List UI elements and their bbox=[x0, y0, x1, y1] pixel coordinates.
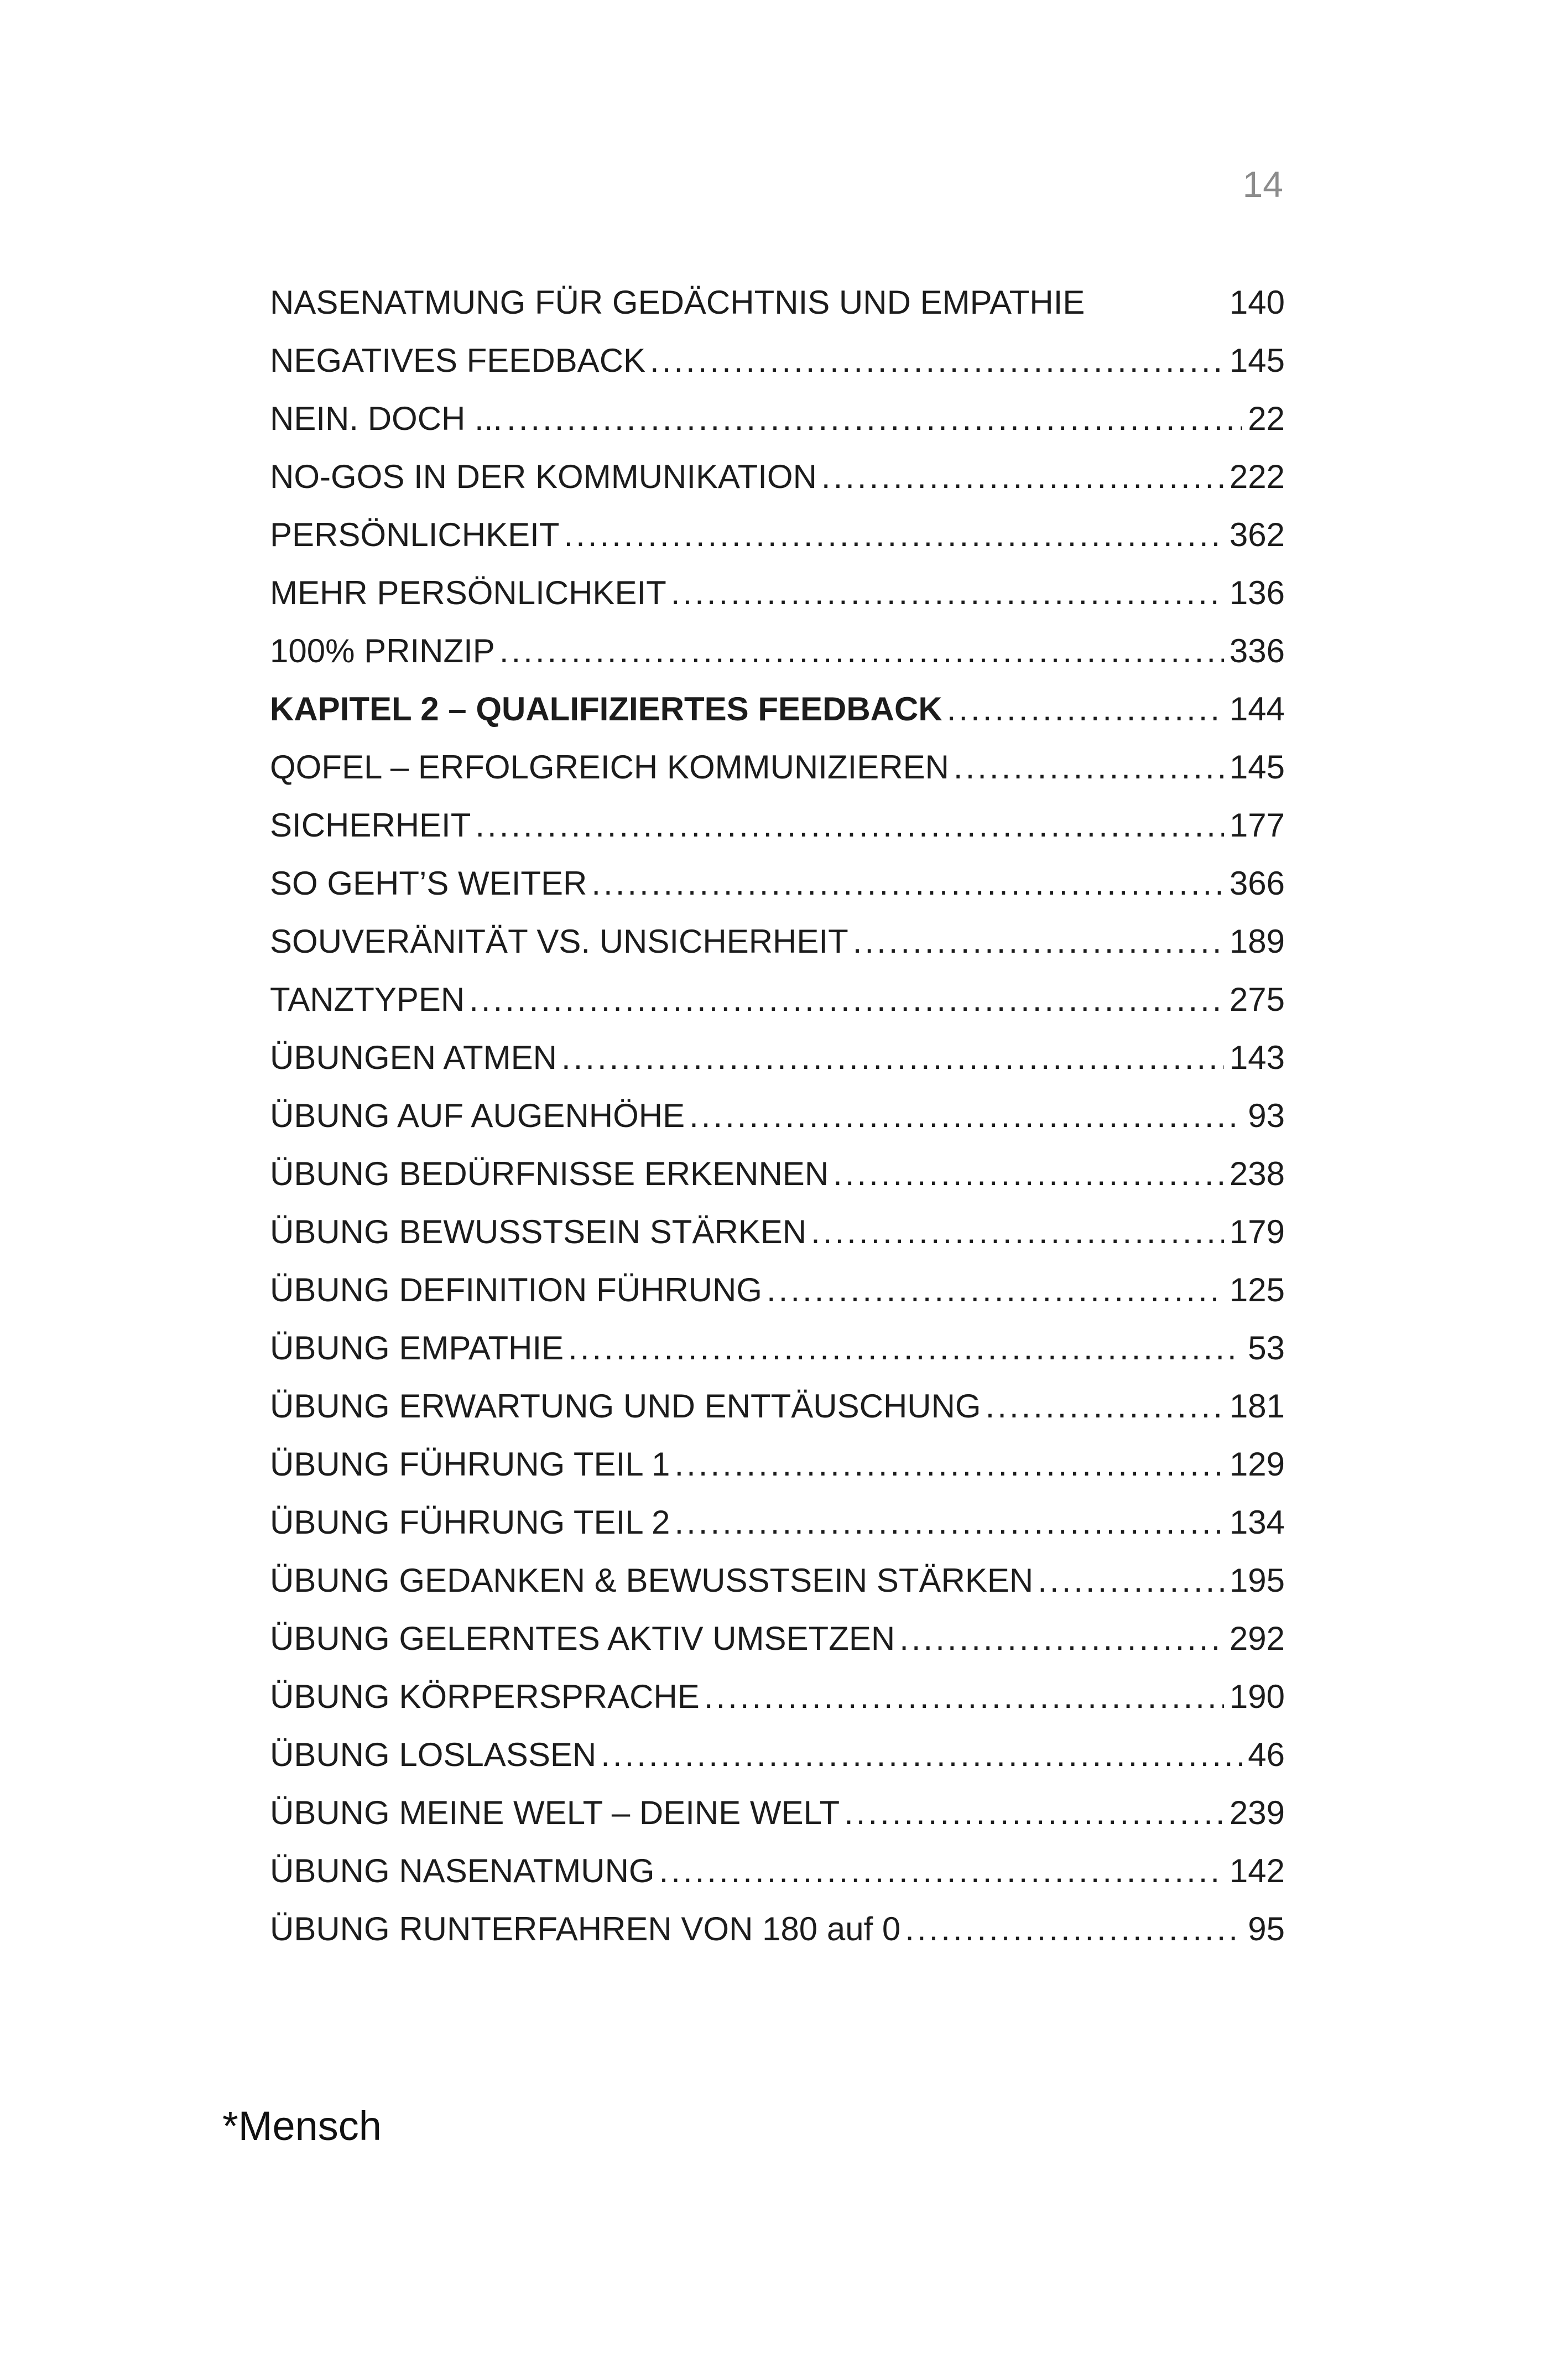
dot-leader bbox=[591, 864, 1224, 902]
toc-entry bbox=[270, 690, 1285, 748]
toc-entry bbox=[270, 1910, 1285, 1968]
toc-entry bbox=[270, 1329, 1285, 1387]
toc-entry-page: 292 bbox=[1229, 1620, 1285, 1657]
toc-entry bbox=[270, 980, 1285, 1038]
toc-entry-title: ÜBUNG MEINE WELT – DEINE WELT bbox=[270, 1794, 840, 1831]
toc-entry bbox=[270, 1038, 1285, 1097]
toc-entry bbox=[270, 516, 1285, 574]
toc-entry-title: SICHERHEIT bbox=[270, 807, 471, 844]
toc-entry bbox=[270, 632, 1285, 690]
toc-entry-title: ÜBUNG EMPATHIE bbox=[270, 1329, 564, 1367]
dot-leader bbox=[671, 574, 1224, 612]
toc-entry-title: SO GEHT’S WEITER bbox=[270, 865, 587, 902]
toc-entry-title: MEHR PERSÖNLICHKEIT bbox=[270, 574, 666, 611]
toc-entry-title: ÜBUNG DEFINITION FÜHRUNG bbox=[270, 1271, 762, 1308]
toc-entry-page: 134 bbox=[1229, 1504, 1285, 1541]
dot-leader bbox=[704, 1677, 1224, 1716]
toc-entry bbox=[270, 922, 1285, 980]
dot-leader bbox=[986, 1387, 1224, 1425]
dot-leader bbox=[954, 748, 1224, 786]
toc-entry-page: 144 bbox=[1229, 690, 1285, 728]
toc-entry bbox=[270, 1736, 1285, 1794]
toc-entry-page: 189 bbox=[1229, 923, 1285, 960]
dot-leader bbox=[469, 980, 1224, 1019]
toc-entry bbox=[270, 1794, 1285, 1852]
toc-entry-page: 145 bbox=[1229, 342, 1285, 379]
dot-leader bbox=[561, 1038, 1224, 1077]
toc-entry-page: 366 bbox=[1229, 865, 1285, 902]
dot-leader bbox=[844, 1794, 1224, 1832]
toc-entry bbox=[270, 1387, 1285, 1445]
toc-entry-title: KAPITEL 2 – QUALIFIZIERTES FEEDBACK bbox=[270, 690, 942, 728]
dot-leader bbox=[833, 1155, 1224, 1193]
dot-leader bbox=[899, 1619, 1224, 1658]
toc-entry-page: 275 bbox=[1229, 981, 1285, 1018]
toc-entry-page: 136 bbox=[1229, 574, 1285, 611]
toc-entry-title: QOFEL – ERFOLGREICH KOMMUNIZIEREN bbox=[270, 749, 949, 786]
toc-entry bbox=[270, 574, 1285, 632]
toc-entry bbox=[270, 1561, 1285, 1619]
toc-entry-page: 53 bbox=[1248, 1329, 1285, 1367]
toc-entry bbox=[270, 1445, 1285, 1503]
toc-entry-page: 143 bbox=[1229, 1039, 1285, 1076]
dot-leader bbox=[568, 1329, 1242, 1367]
dot-leader bbox=[905, 1910, 1242, 1948]
toc-entry bbox=[270, 341, 1285, 399]
toc-entry bbox=[270, 399, 1285, 458]
toc-entry-title: ÜBUNG NASENATMUNG bbox=[270, 1852, 655, 1889]
toc-entry bbox=[270, 806, 1285, 864]
toc-entry-title: ÜBUNG LOSLASSEN bbox=[270, 1736, 597, 1773]
dot-leader bbox=[767, 1271, 1224, 1309]
dot-leader bbox=[853, 922, 1224, 960]
toc-entry bbox=[270, 1155, 1285, 1213]
toc-entry bbox=[270, 748, 1285, 806]
dot-leader bbox=[689, 1097, 1242, 1135]
toc-entry-title: ÜBUNG FÜHRUNG TEIL 2 bbox=[270, 1504, 670, 1541]
toc-entry-page: 239 bbox=[1229, 1794, 1285, 1831]
toc-entry-title: NO-GOS IN DER KOMMUNIKATION bbox=[270, 458, 817, 495]
toc-entry bbox=[270, 1271, 1285, 1329]
toc-entry bbox=[270, 1619, 1285, 1677]
dot-leader bbox=[811, 1213, 1224, 1251]
footnote: *Mensch bbox=[222, 2103, 382, 2149]
toc-entry-title: PERSÖNLICHKEIT bbox=[270, 516, 560, 553]
toc-entry-page: 95 bbox=[1248, 1910, 1285, 1947]
dot-leader bbox=[650, 341, 1224, 380]
toc-entry-page: 222 bbox=[1229, 458, 1285, 495]
toc-entry-title: ÜBUNG BEWUSSTSEIN STÄRKEN bbox=[270, 1213, 807, 1250]
dot-leader bbox=[475, 806, 1224, 844]
toc-entry-page: 22 bbox=[1248, 400, 1285, 437]
toc-entry-title: SOUVERÄNITÄT VS. UNSICHERHEIT bbox=[270, 923, 848, 960]
toc-entry bbox=[270, 283, 1285, 341]
toc-entry-page: 238 bbox=[1229, 1155, 1285, 1192]
toc-entry-title: ÜBUNGEN ATMEN bbox=[270, 1039, 557, 1076]
toc-entry-title: ÜBUNG FÜHRUNG TEIL 1 bbox=[270, 1446, 670, 1483]
toc-entry-title: NASENATMUNG FÜR GEDÄCHTNIS UND EMPATHIE bbox=[270, 284, 1085, 321]
toc-entry-page: 362 bbox=[1229, 516, 1285, 553]
dot-leader bbox=[674, 1445, 1223, 1483]
toc-entry bbox=[270, 458, 1285, 516]
page-number: 14 bbox=[1242, 164, 1283, 205]
dot-leader bbox=[601, 1736, 1242, 1774]
toc-entry bbox=[270, 1852, 1285, 1910]
toc-list bbox=[270, 283, 1285, 1968]
toc-entry-title: NEIN. DOCH ... bbox=[270, 400, 503, 437]
dot-leader bbox=[947, 690, 1224, 728]
dot-leader bbox=[1038, 1561, 1224, 1599]
toc-entry-page: 93 bbox=[1248, 1097, 1285, 1134]
toc-entry bbox=[270, 1677, 1285, 1736]
toc-entry-title: 100% PRINZIP bbox=[270, 632, 495, 669]
dot-leader bbox=[564, 516, 1223, 554]
dot-leader bbox=[499, 632, 1224, 670]
toc-entry-title: TANZTYPEN bbox=[270, 981, 465, 1018]
dot-leader bbox=[507, 399, 1242, 438]
dot-leader bbox=[659, 1852, 1224, 1890]
toc-entry-title: ÜBUNG GELERNTES AKTIV UMSETZEN bbox=[270, 1620, 895, 1657]
toc-entry-page: 190 bbox=[1229, 1678, 1285, 1715]
toc-entry-title: NEGATIVES FEEDBACK bbox=[270, 342, 646, 379]
toc-entry-title: ÜBUNG RUNTERFAHREN VON 180 auf 0 bbox=[270, 1910, 901, 1947]
toc-entry bbox=[270, 1503, 1285, 1561]
dot-leader bbox=[821, 458, 1224, 496]
toc-entry-title: ÜBUNG BEDÜRFNISSE ERKENNEN bbox=[270, 1155, 829, 1192]
toc-entry-page: 195 bbox=[1229, 1562, 1285, 1599]
toc-entry-title: ÜBUNG ERWARTUNG UND ENTTÄUSCHUNG bbox=[270, 1388, 981, 1425]
toc-entry-title: ÜBUNG AUF AUGENHÖHE bbox=[270, 1097, 685, 1134]
toc-entry bbox=[270, 1097, 1285, 1155]
toc-entry-title: ÜBUNG GEDANKEN & BEWUSSTSEIN STÄRKEN bbox=[270, 1562, 1034, 1599]
toc-entry-page: 181 bbox=[1229, 1388, 1285, 1425]
toc-entry-page: 336 bbox=[1229, 632, 1285, 669]
toc-entry-page: 179 bbox=[1229, 1213, 1285, 1250]
toc-entry-page: 142 bbox=[1229, 1852, 1285, 1889]
toc-entry-page: 125 bbox=[1229, 1271, 1285, 1308]
toc-entry bbox=[270, 1213, 1285, 1271]
toc-entry-page: 129 bbox=[1229, 1446, 1285, 1483]
toc-entry bbox=[270, 864, 1285, 922]
dot-leader bbox=[674, 1503, 1223, 1541]
toc-entry-page: 46 bbox=[1248, 1736, 1285, 1773]
toc-entry-page: 177 bbox=[1229, 807, 1285, 844]
toc-entry-title: ÜBUNG KÖRPERSPRACHE bbox=[270, 1678, 700, 1715]
toc-entry-page: 140 bbox=[1229, 284, 1285, 321]
toc-entry-page: 145 bbox=[1229, 749, 1285, 786]
